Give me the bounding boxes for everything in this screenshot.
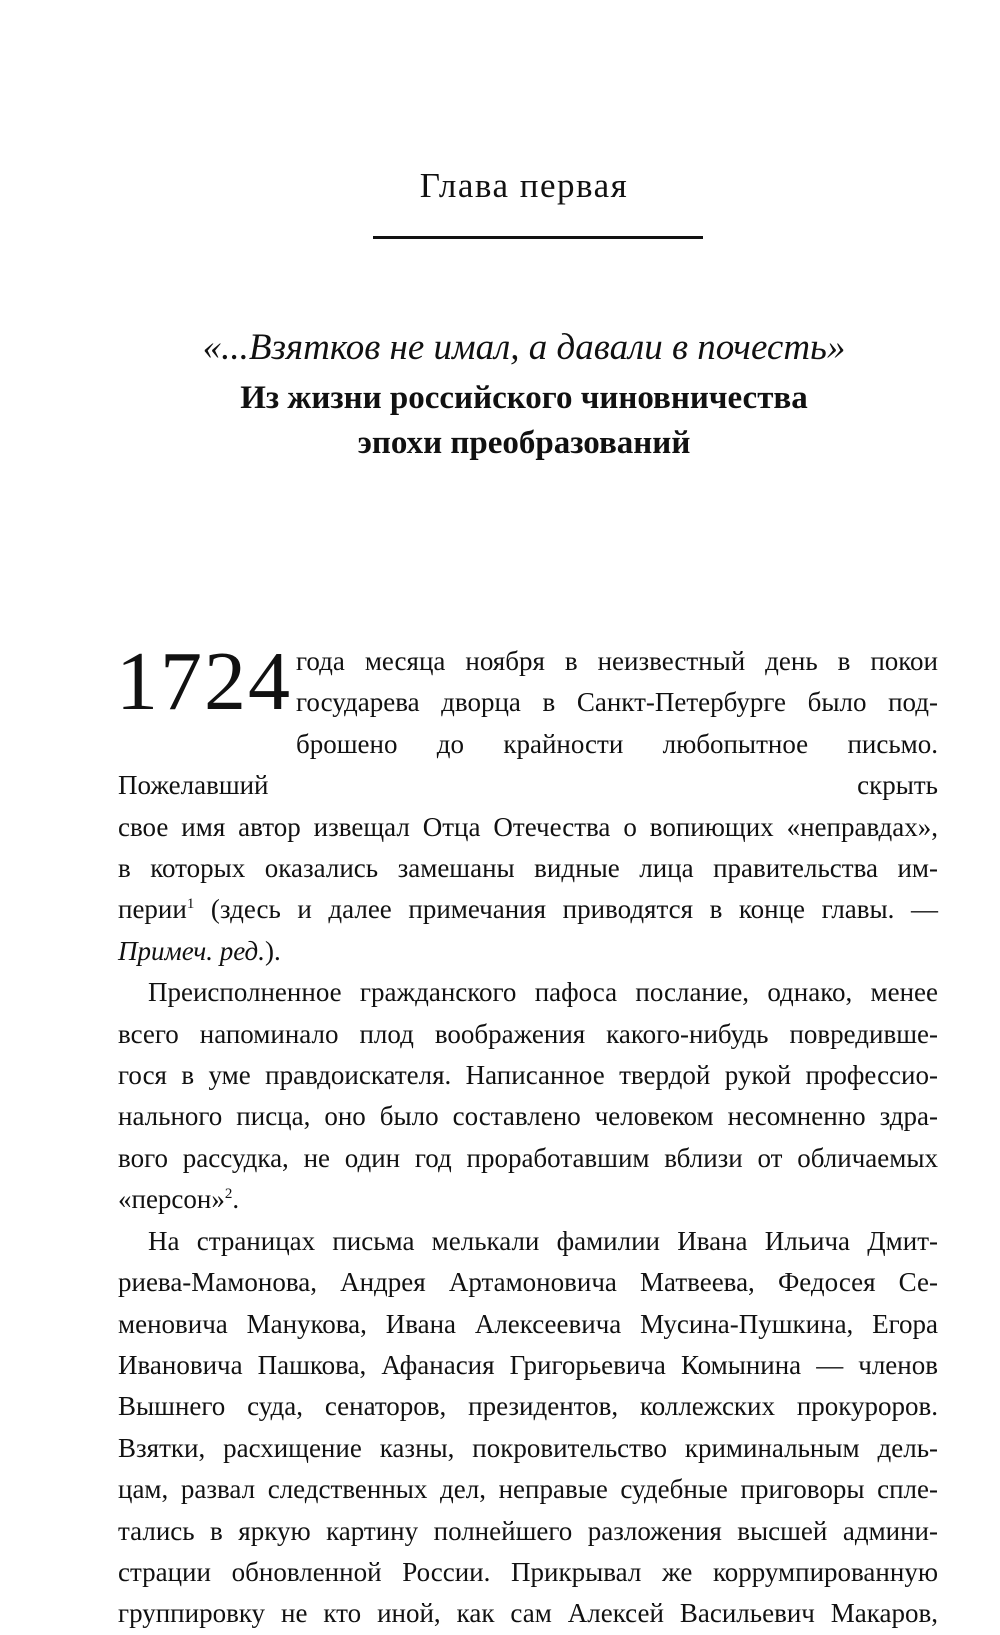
text-run: перии — [118, 894, 187, 925]
text-line — [118, 931, 938, 972]
text-run: тались в яркую картину полнейшего разложения высшей админи- — [118, 1515, 938, 1546]
text-run: свое имя автор извещал Отца Отечества о вопиющих «неправдах», — [118, 811, 938, 842]
text-line — [118, 1593, 938, 1634]
text-run: в которых оказались замешаны видные лица правительства им- — [118, 853, 938, 884]
text-line — [118, 1262, 938, 1303]
text-line — [118, 1096, 938, 1137]
paragraph — [118, 1221, 938, 1635]
text-run: всего напоминало плод воображения какого-нибудь повредивше- — [118, 1018, 938, 1049]
text-run: (здесь и далее примечания приводятся в конце главы. — — [194, 894, 938, 925]
text-run: цам, развал следственных дел, неправые судебные приговоры спле- — [118, 1474, 938, 1505]
text-line — [118, 807, 938, 848]
text-line — [118, 1014, 938, 1055]
text-line — [118, 1138, 938, 1179]
text-run: Преисполненное гражданского пафоса послание, однако, менее — [148, 977, 938, 1008]
text-line — [118, 1428, 938, 1469]
text-line — [118, 1304, 938, 1345]
text-line — [118, 1345, 938, 1386]
text-line — [118, 724, 938, 807]
text-run: группировку не кто иной, как сам Алексей Васильевич Макаров, — [118, 1598, 938, 1629]
italic-text: Примеч. ред. — [118, 935, 265, 966]
text-line — [118, 972, 938, 1013]
footnote-ref: 1 — [186, 896, 195, 913]
chapter-title: «...Взятков не имал, а давали в почесть» — [202, 327, 846, 368]
text-line — [118, 1552, 938, 1593]
text-run: . — [232, 1184, 240, 1215]
subtitle-line: эпохи преобразований — [357, 425, 691, 461]
text-line — [118, 1469, 938, 1510]
text-run: Вышнего суда, сенаторов, президентов, коллежских прокуроров. — [118, 1391, 938, 1422]
text-line — [118, 889, 938, 930]
text-run: страции обновленной России. Прикрывал же коррумпированную — [118, 1556, 938, 1587]
text-run: меновича Манукова, Ивана Алексеевича Мусина-Пушкина, Егора — [118, 1308, 938, 1339]
paragraph — [118, 972, 938, 1220]
chapter-label: Глава первая — [419, 166, 629, 205]
text-run: Взятки, расхищение казны, покровительство криминальным дель- — [118, 1432, 938, 1463]
text-run: года месяца ноября в неизвестный день в покои — [296, 646, 938, 676]
chapter-rule-divider — [373, 236, 703, 239]
text-line — [118, 848, 938, 889]
text-line — [118, 1221, 938, 1262]
text-run: гося в уме правдоискателя. Написанное твердой рукой профессио- — [118, 1060, 938, 1091]
body-text — [116, 635, 938, 1635]
text-run: вого рассудка, не один год проработавшим вблизи от обличаемых — [118, 1142, 938, 1173]
text-run: государева дворца в Санкт-Петербурге было под- — [296, 687, 938, 718]
chapter-subtitle — [48, 376, 1000, 466]
text-run: На страницах письма мелькали фамилии Ивана Ильича Дмит- — [148, 1225, 938, 1256]
text-line — [118, 1511, 938, 1552]
subtitle-line: Из жизни российского чиновничества — [240, 380, 808, 416]
text-line — [118, 1386, 938, 1427]
text-run: ). — [264, 935, 281, 966]
footnote-ref: 2 — [224, 1186, 233, 1203]
drop-cap: 1724 — [116, 635, 292, 728]
text-run: нального писца, оно было составлено человеком несомненно здра- — [118, 1101, 938, 1132]
text-line — [118, 1179, 938, 1220]
text-run: брошено до крайности любопытное письмо. Пожелавший скрыть — [118, 728, 938, 801]
text-line — [118, 1055, 938, 1096]
text-run: риева-Мамонова, Андрея Артамоновича Матвеева, Федосея Се- — [118, 1267, 938, 1298]
text-run: Ивановича Пашкова, Афанасия Григорьевича Комынина — членов — [118, 1349, 938, 1380]
text-run: «персон» — [118, 1184, 225, 1215]
